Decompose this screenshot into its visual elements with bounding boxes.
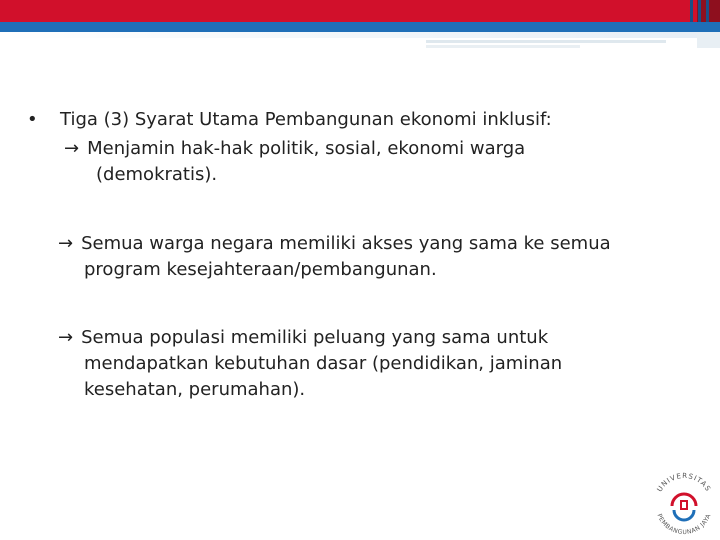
- bullet-marker: •: [27, 109, 38, 130]
- arrow-right-icon: →: [58, 327, 74, 348]
- list-item-text: program kesejahteraan/pembangunan.: [84, 259, 437, 280]
- list-item-text: mendapatkan kebutuhan dasar (pendidikan, jaminan: [84, 353, 563, 374]
- logo-arc-text-top: UNIVERSITAS: [655, 471, 713, 494]
- logo-arc-text-bottom: PEMBANGUNAN JAYA: [655, 512, 713, 537]
- arrow-right-icon: →: [64, 138, 80, 159]
- list-item-text: Semua warga negara memiliki akses yang sama ke semua: [81, 233, 611, 254]
- list-item-text: (demokratis).: [96, 164, 218, 185]
- list-item: [64, 136, 525, 188]
- logo-emblem-icon: [672, 494, 696, 520]
- arrow-right-icon: →: [58, 233, 74, 254]
- slide-heading: Tiga (3) Syarat Utama Pembangunan ekonomi inklusif:: [60, 109, 552, 130]
- list-item: [58, 325, 562, 403]
- list-item: [58, 231, 611, 283]
- list-item-text: kesehatan, perumahan).: [84, 379, 306, 400]
- university-logo: [648, 462, 720, 540]
- list-item-text: Menjamin hak-hak politik, sosial, ekonomi warga: [87, 138, 526, 159]
- list-item-text: Semua populasi memiliki peluang yang sama untuk: [81, 327, 549, 348]
